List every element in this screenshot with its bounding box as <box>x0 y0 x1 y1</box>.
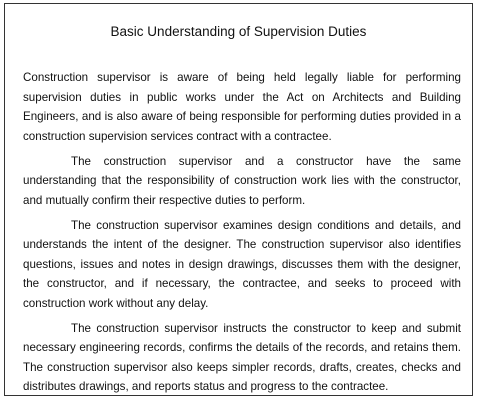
document-title: Basic Understanding of Supervision Duties <box>110 24 367 39</box>
paragraph-legal-liability: Construction supervisor is aware of being held legally liable for performing supervision duties in public works under the Act on Architects and Building Engineers, and is also aware of being responsible for performing duties provided in a construction supervision services contract with a contractee. <box>23 71 461 143</box>
paragraph-shared-understanding: The construction supervisor and a constructor have the same understanding that the responsibility of construction work lies with the constructor, and mutually confirm their respective duties to perform. <box>23 154 461 207</box>
paragraph-records: The construction supervisor instructs the constructor to keep and submit necessary engineering records, confirms the details of the records, and retains them. The construction supervisor also keeps simpler records, drafts, creates, checks and distributes drawings, and reports status and progress to the contractee. <box>23 321 461 393</box>
document-frame <box>4 3 473 396</box>
document-body <box>23 68 461 402</box>
paragraph-design-review: The construction supervisor examines design conditions and details, and understands the intent of the designer. The construction supervisor also identifies questions, issues and notes in design drawings, discusses them with the designer, the constructor, and if necessary, the contractee, and seeks to proceed with construction work without any delay. <box>23 218 461 310</box>
